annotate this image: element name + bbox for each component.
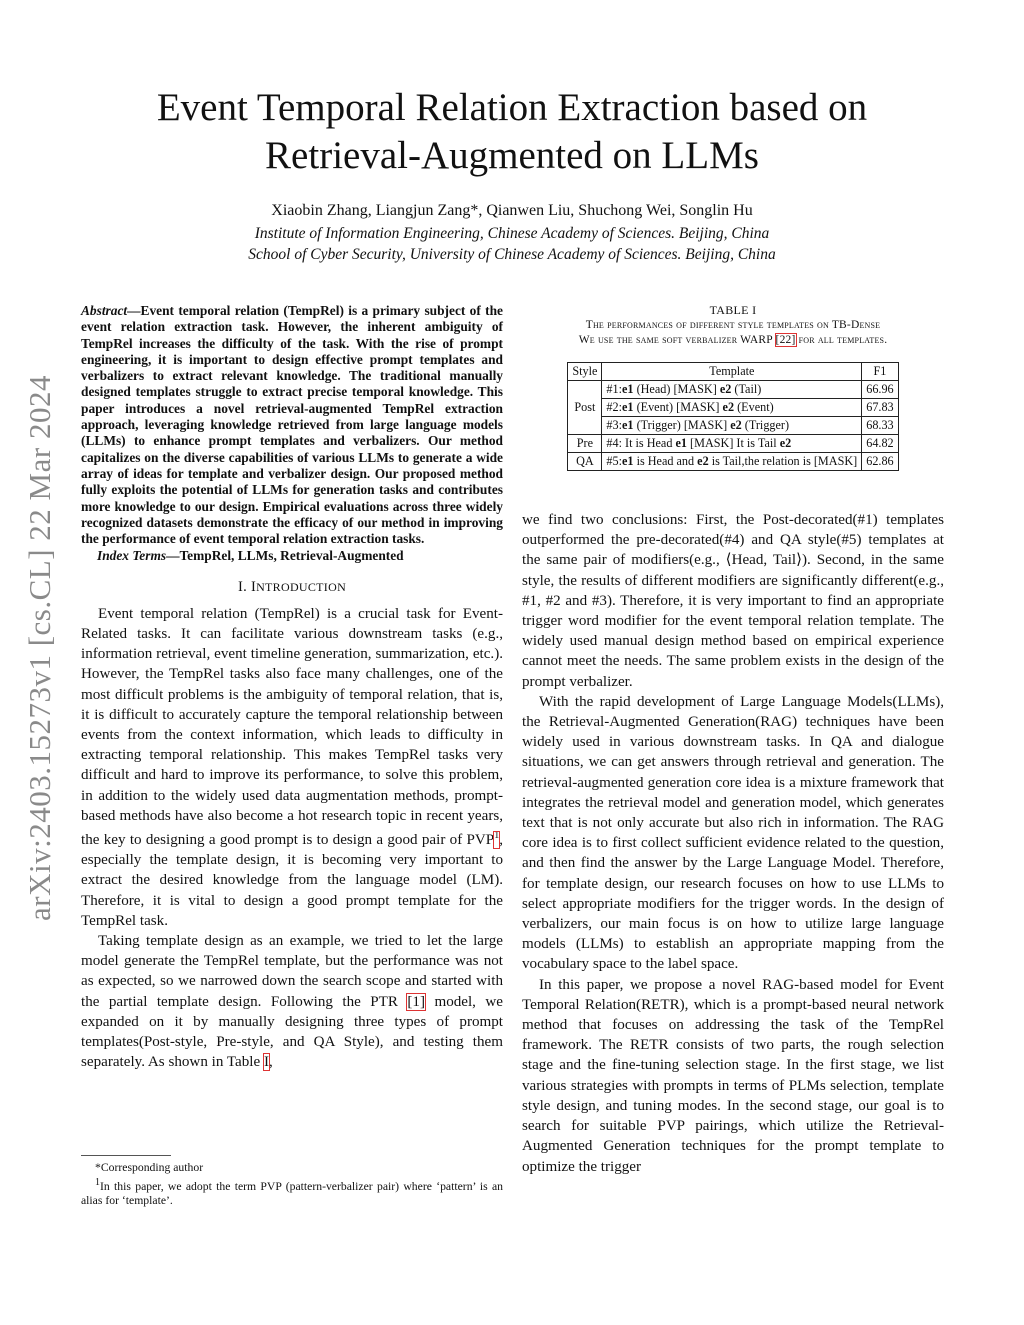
- abstract-text: —Event temporal relation (TempRel) is a primary subject of the event relation extraction task. However, the inherent ambiguity of TempRel increases the difficulty of the task. With the rise of prompt engineering, it is important to design effective prompt templates and verbalizers to extract relevant knowledge. The traditional manually designed templates struggle to extract precise temporal knowledge. This paper introduces a novel retrieval-augmented TempRel extraction approach, leveraging knowledge retrieved from large language models (LLMs) to enhance prompt templates and verbalizers. Our method capitalizes on the diverse capabilities of various LLMs to generate a wide array of ideas for template and verbalizer design. Our proposed method fully exploits the potential of LLMs for generation tasks and contributes more knowledge to our design. Empirical evaluations across three widely recognized datasets demonstrate the efficacy of our method in improving the performance of event temporal relation extraction tasks.: [81, 303, 503, 547]
- footnote-rule: [81, 1155, 171, 1156]
- footnote-1: [81, 1176, 503, 1209]
- affiliation-1: Institute of Information Engineering, Chinese Academy of Sciences. Beijing, China: [254, 225, 770, 242]
- section-number: I.: [237, 578, 251, 595]
- table-caption-2a: We use the same soft verbalizer WARP: [578, 333, 776, 346]
- intro-paragraph-2: [81, 931, 503, 1072]
- footnote-1-text: In this paper, we adopt the term PVP (pattern-verbalizer pair) where ‘pattern’ is an alias for ‘template’.: [81, 1179, 503, 1207]
- table-row: [568, 381, 898, 399]
- results-table: [567, 362, 898, 471]
- template-cell: #1:e1 (Head) [MASK] e2 (Tail): [602, 381, 862, 399]
- index-terms-text: —TempRel, LLMs, Retrieval-Augmented: [166, 548, 404, 564]
- intro-p2-text-b: model, we expanded on it by manually designing three types of prompt templates(Post-style, Pre-style, and QA Style), and testing them separately. As shown in Table: [81, 993, 503, 1071]
- style-cell: QA: [568, 453, 602, 471]
- f1-cell: 64.82: [862, 435, 898, 453]
- style-cell: Post: [568, 381, 602, 435]
- header-style: Style: [568, 363, 602, 381]
- header-template: Template: [602, 363, 862, 381]
- footnotes: [81, 1155, 503, 1208]
- affiliation-2: School of Cyber Security, University of Chinese Academy of Sciences. Beijing, China: [248, 246, 776, 263]
- abstract-label: Abstract: [81, 303, 128, 318]
- intro-p2-text-a: Taking template design as an example, we tried to let the large model generate the TempRel template, but the performance was not as expected, so we narrowed down the search scope and started with the partial template design. Following the PTR: [81, 933, 503, 1010]
- right-column-text: [522, 510, 944, 1177]
- f1-cell: 68.33: [862, 417, 898, 435]
- index-terms: [81, 548, 503, 564]
- header-f1: F1: [862, 363, 898, 381]
- table-caption-2b: for all templates.: [795, 333, 888, 346]
- template-cell: #2:e1 (Event) [MASK] e2 (Event): [602, 399, 862, 417]
- table-row: [568, 435, 898, 453]
- paper-title: [60, 84, 964, 180]
- conclusions-paragraph: we find two conclusions: First, the Post-decorated(#1) templates outperformed the pre-decorated(#4) and QA style(#5) templates at the same pair of modifiers(e.g., ⟨Head, Tail⟩). Second, in the same style, the results of different modifiers are significantly different(e.g., #1, #2 and #3). Therefore, it is very important to find an appropriate trigger word modifier for the event temporal relation template. The widely used manual design method based on empirical experience cannot meet the needs. The same problem exists in the design of the prompt verbalizer.: [522, 512, 944, 690]
- template-cell: #3:e1 (Trigger) [MASK] e2 (Trigger): [602, 417, 862, 435]
- section-title-first: I: [250, 578, 257, 595]
- template-cell: #4: It is Head e1 [MASK] It is Tail e2: [602, 435, 862, 453]
- citation-1-link[interactable]: [1]: [407, 993, 426, 1010]
- f1-cell: 66.96: [862, 381, 898, 399]
- table-1-link[interactable]: I: [263, 1054, 269, 1071]
- intro-p1-text-a: Event temporal relation (TempRel) is a crucial task for Event-Related tasks. It can facilitate various downstream tasks (e.g., information retrieval, event timeline generation, summarization, etc.). However, the TempRel tasks also face many challenges, one of the most difficult problems is the ambiguity of temporal relation, that is, it is difficult to accurately capture the temporal relationship between events from the context information, which leads to difficulty in extracting temporal relationship. This makes TempRel tasks very difficult and hard to improve its performance, to solve this problem, in addition to the widely used data augmentation methods, prompt-based methods have also become a hot research topic in recent years, the key to designing a good prompt is to design a good pair of PVP: [81, 605, 503, 849]
- table-caption-line-1: The performances of different style templates on TB-Dense: [585, 319, 881, 331]
- section-title-rest: NTRODUCTION: [256, 579, 347, 594]
- intro-paragraph-1: [81, 604, 503, 931]
- author-list: Xiaobin Zhang, Liangjun Zang*, Qianwen Liu, Shuchong Wei, Songlin Hu: [271, 202, 753, 219]
- arxiv-identifier-stamp: [14, 348, 66, 948]
- footnote-1-mark: 1: [95, 1176, 100, 1188]
- right-column: [522, 303, 944, 1177]
- citation-22-link[interactable]: [22]: [775, 333, 796, 346]
- table-caption: [522, 303, 944, 347]
- proposal-paragraph: In this paper, we propose a novel RAG-based model for Event Temporal Relation(RETR), which is a prompt-based neural network method that focuses on addressing the task of the TempRel framework. The RETR consists of two parts, the rough selection stage and the fine-tuning selection stage. In the first stage, we list various strategies with prompts in terms of PLMs selection, template style design, and tuning modes. In the second stage, our goal is to search for suitable PVP pairings, which utilize the Retrieval-Augmented Generation techniques for the prompt template to optimize the trigger: [522, 976, 944, 1175]
- table-label: TABLE I: [709, 303, 757, 317]
- f1-cell: 67.83: [862, 399, 898, 417]
- arxiv-id-text: arXiv:2403.15273v1 [cs.CL] 22 Mar 2024: [22, 375, 57, 921]
- table-row: [568, 453, 898, 471]
- table-row: [568, 399, 898, 417]
- left-column: [81, 303, 503, 1072]
- footnote-1-link[interactable]: 1: [494, 832, 499, 848]
- f1-cell: 62.86: [862, 453, 898, 471]
- template-cell: #5:e1 is Head and e2 is Tail,the relation is [MASK]: [602, 453, 862, 471]
- intro-p1-text-b: , especially the template design, it is becoming very important to extract the desired knowledge from the language model (LM). Therefore, it is vital to design a good prompt template for the TempRel task.: [81, 832, 503, 929]
- table-caption-line-2: [522, 333, 944, 348]
- title-line-2: Retrieval-Augmented on LLMs: [265, 134, 759, 177]
- table-header-row: [568, 363, 898, 381]
- style-cell: Pre: [568, 435, 602, 453]
- table-row: [568, 417, 898, 435]
- abstract: [81, 303, 503, 547]
- intro-p2-text-c: ,: [269, 1054, 273, 1071]
- section-heading-introduction: [81, 579, 503, 596]
- footnote-corresponding: *Corresponding author: [95, 1161, 204, 1174]
- title-line-1: Event Temporal Relation Extraction based on: [156, 86, 868, 129]
- rag-paragraph: With the rapid development of Large Language Models(LLMs), the Retrieval-Augmented Generation(RAG) techniques have been widely used in various downstream tasks. In QA and dialogue situations, we can get answers through retrieval and generation. The retrieval-augmented generation core idea is a mixture framework that integrates the retrieval model and generation model, which generates text that is not only accurate but also rich in information. The RAG core idea is to first collect sufficient evidence related to the question, and then find the answer by the Large Language Model. Therefore, for template design, our research focuses on how to use LLMs to select appropriate modifiers for the trigger words. In the design of verbalizers, our main focus is on how to utilize large language models (LLMs) to establish an appropriate mapping from the vocabulary space to the label space.: [522, 693, 944, 973]
- index-terms-label: Index Terms: [97, 548, 167, 564]
